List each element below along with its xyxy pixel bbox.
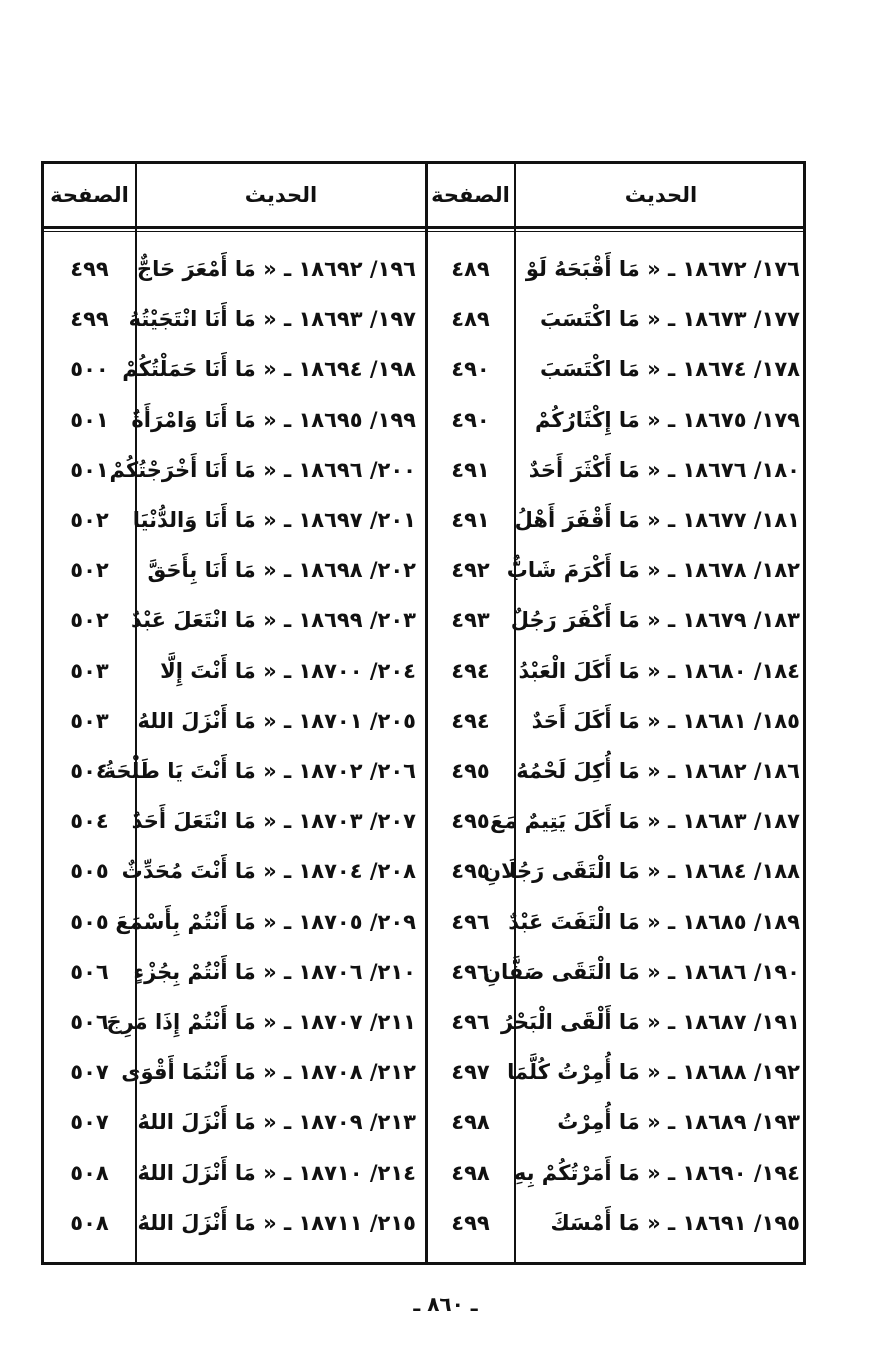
page-ref-right: ٤٨٩: [451, 307, 490, 332]
hadith-entry-left: ٢٠٥/ ١٨٧٠١ ـ « مَا أَنْزَلَ اللهُ: [137, 708, 416, 733]
hadith-entry-right: ١٨٧/ ١٨٦٨٣ ـ « مَا أَكَلَ يَتِيمٌ مَعَ: [489, 809, 800, 834]
page-ref-left: ٤٩٩: [70, 257, 109, 281]
header-divider: [44, 226, 803, 229]
page-ref-left: ٥٠٠: [70, 357, 109, 382]
table-row: [44, 696, 803, 746]
page-ref-left: ٥٠٣: [70, 658, 109, 683]
table-row: [44, 395, 803, 445]
page-ref-right: ٤٩٦: [451, 1010, 490, 1034]
page-ref-left: ٤٩٩: [70, 307, 109, 332]
hadith-entry-right: ١٩٤/ ١٨٦٩٠ ـ « مَا أَمَرْتُكُمْ بِهِ: [513, 1160, 800, 1185]
hadith-entry-right: ١٨٨/ ١٨٦٨٤ ـ « مَا الْتَقَى رَجُلَانِ: [483, 859, 800, 884]
table-row: [44, 897, 803, 947]
page-ref-left: ٥٠٥: [70, 859, 109, 884]
page-ref-right: ٤٩٤: [451, 658, 490, 683]
page-ref-right: ٤٩٣: [451, 608, 490, 633]
hadith-entry-left: ٢١٥/ ١٨٧١١ ـ « مَا أَنْزَلَ اللهُ: [137, 1210, 416, 1235]
page-ref-left: ٥٠٦: [70, 1010, 109, 1034]
page-ref-right: ٤٩٦: [451, 909, 490, 934]
page-ref-right: ٤٨٩: [451, 257, 490, 281]
page-ref-right: ٤٩٤: [451, 708, 490, 733]
hadith-entry-right: ١٨٢/ ١٨٦٧٨ ـ « مَا أَكْرَمَ شَابٌّ: [506, 558, 800, 583]
hadith-entry-right: ١٧٦/ ١٨٦٧٢ ـ « مَا أَقْبَحَهُ لَوْ: [525, 257, 800, 281]
page-ref-left: ٥٠٨: [70, 1210, 109, 1235]
page-ref-right: ٤٩٥: [451, 759, 490, 783]
hadith-entry-left: ٢٠٠/ ١٨٦٩٦ ـ « مَا أَنَا أَخْرَجْتُكُمْ: [109, 457, 416, 482]
header-page-left: الصفحة: [50, 183, 129, 207]
page-ref-left: ٥٠٢: [70, 608, 109, 633]
hadith-entry-right: ١٨٥/ ١٨٦٨١ ـ « مَا أَكَلَ أَحَدٌ: [531, 708, 800, 733]
hadith-entry-right: ١٨١/ ١٨٦٧٧ ـ « مَا أَقْفَرَ أَهْلُ: [514, 508, 800, 532]
page-ref-left: ٥٠١: [70, 457, 109, 482]
hadith-entry-right: ١٩٣/ ١٨٦٨٩ ـ « مَا أُمِرْتُ: [557, 1110, 800, 1135]
page-ref-left: ٥٠٢: [70, 508, 109, 532]
table-row: [44, 1097, 803, 1147]
table-row: [44, 1047, 803, 1097]
header-divider-thin: [44, 231, 803, 232]
page-ref-right: ٤٩١: [451, 457, 490, 482]
page-ref-right: ٤٩١: [451, 508, 490, 532]
table-row: [44, 746, 803, 796]
hadith-entry-left: ٢١٠/ ١٨٧٠٦ ـ « مَا أَنْتُمْ بِجُزْءٍ: [133, 959, 416, 984]
page-ref-left: ٥٠١: [70, 407, 109, 432]
table-row: [44, 595, 803, 645]
table-row: [44, 545, 803, 595]
hadith-entry-right: ١٩١/ ١٨٦٨٧ ـ « مَا أَلْقَى الْبَحْرُ: [500, 1010, 800, 1034]
hadith-entry-left: ٢٠٨/ ١٨٧٠٤ ـ « مَا أَنْتَ مُحَدِّثٌ: [121, 859, 416, 884]
page-ref-right: ٤٩٥: [451, 859, 490, 884]
hadith-entry-right: ١٩٢/ ١٨٦٨٨ ـ « مَا أُمِرْتُ كُلَّمَا: [507, 1060, 800, 1085]
hadith-entry-left: ٢١٢/ ١٨٧٠٨ ـ « مَا أَنْتُمَا أَقْوَى: [121, 1060, 416, 1085]
hadith-entry-left: ٢٠٩/ ١٨٧٠٥ ـ « مَا أَنْتُمْ بِأَسْمَعَ: [115, 909, 416, 934]
hadith-entry-left: ٢١١/ ١٨٧٠٧ ـ « مَا أَنْتُمْ إِذَا مَرِجَ: [106, 1010, 416, 1034]
hadith-entry-left: ٢٠٧/ ١٨٧٠٣ ـ « مَا انْتَعَلَ أَحَدٌ: [131, 809, 416, 834]
table-row: [44, 646, 803, 696]
hadith-entry-right: ١٩٥/ ١٨٦٩١ ـ « مَا أَمْسَكَ: [550, 1210, 800, 1235]
hadith-entry-right: ١٨٩/ ١٨٦٨٥ ـ « مَا الْتَفَتَ عَبْدٌ: [508, 909, 800, 934]
page-ref-left: ٥٠٢: [70, 558, 109, 583]
hadith-entry-right: ١٩٠/ ١٨٦٨٦ ـ « مَا الْتَقَى صَفَّانِ: [483, 959, 800, 984]
page-ref-right: ٤٩٧: [451, 1060, 490, 1085]
page-ref-left: ٥٠٤: [70, 759, 109, 783]
page-ref-right: ٤٩٩: [451, 1210, 490, 1235]
hadith-entry-right: ١٧٩/ ١٨٦٧٥ ـ « مَا إِكْثَارُكُمْ: [534, 407, 800, 432]
hadith-entry-left: ١٩٨/ ١٨٦٩٤ ـ « مَا أَنَا حَمَلْتُكُمْ: [122, 357, 416, 382]
table-row: [44, 1148, 803, 1198]
page-ref-left: ٥٠٤: [70, 809, 109, 834]
page-ref-left: ٥٠٨: [70, 1160, 109, 1185]
hadith-entry-left: ٢٠٦/ ١٨٧٠٢ ـ « مَا أَنْتَ يَا طَلْحَةُ: [103, 759, 416, 783]
table-row: [44, 495, 803, 545]
hadith-entry-left: ٢٠١/ ١٨٦٩٧ ـ « مَا أَنَا وَالدُّنْيَا: [132, 508, 416, 532]
table-row: [44, 244, 803, 294]
table-row: [44, 796, 803, 846]
hadith-entry-left: ١٩٦/ ١٨٦٩٢ ـ « مَا أَمْعَرَ حَاجٌّ: [137, 257, 416, 281]
hadith-entry-right: ١٨٦/ ١٨٦٨٢ ـ « مَا أُكِلَ لَحْمُهُ: [516, 759, 800, 783]
hadith-entry-left: ١٩٩/ ١٨٦٩٥ ـ « مَا أَنَا وَامْرَأَةٌ: [131, 407, 416, 432]
table-row: [44, 947, 803, 997]
hadith-entry-right: ١٨٠/ ١٨٦٧٦ ـ « مَا أَكْثَرَ أَحَدٌ: [528, 457, 800, 482]
hadith-entry-right: ١٨٤/ ١٨٦٨٠ ـ « مَا أَكَلَ الْعَبْدُ: [518, 658, 800, 683]
page-ref-right: ٤٩٥: [451, 809, 490, 834]
page-ref-right: ٤٩٠: [451, 357, 490, 382]
page-ref-right: ٤٩٢: [451, 558, 490, 583]
header-hadith-right: الحديث: [624, 183, 698, 207]
hadith-entry-right: ١٧٨/ ١٨٦٧٤ ـ « مَا اكْتَسَبَ: [540, 357, 800, 382]
page-ref-left: ٥٠٧: [70, 1110, 109, 1135]
table-row: [44, 445, 803, 495]
hadith-entry-left: ٢٠٣/ ١٨٦٩٩ ـ « مَا انْتَعَلَ عَبْدٌ: [130, 608, 416, 633]
table-row: [44, 1198, 803, 1248]
table-row: [44, 997, 803, 1047]
hadith-entry-left: ٢١٣/ ١٨٧٠٩ ـ « مَا أَنْزَلَ اللهُ: [137, 1110, 416, 1135]
hadith-entry-left: ٢١٤/ ١٨٧١٠ ـ « مَا أَنْزَلَ اللهُ: [137, 1160, 416, 1185]
page-ref-right: ٤٩٠: [451, 407, 490, 432]
hadith-entry-right: ١٧٧/ ١٨٦٧٣ ـ « مَا اكْتَسَبَ: [540, 307, 800, 332]
hadith-entry-left: ٢٠٤/ ١٨٧٠٠ ـ « مَا أَنْتَ إِلَّا: [160, 658, 416, 683]
page-ref-left: ٥٠٥: [70, 909, 109, 934]
page-ref-right: ٤٩٨: [451, 1110, 490, 1135]
header-page-right: الصفحة: [431, 183, 510, 207]
page-ref-left: ٥٠٣: [70, 708, 109, 733]
table-row: [44, 294, 803, 344]
hadith-entry-right: ١٨٣/ ١٨٦٧٩ ـ « مَا أَكْفَرَ رَجُلٌ: [510, 608, 800, 633]
page-ref-right: ٤٩٦: [451, 959, 490, 984]
page-ref-left: ٥٠٧: [70, 1060, 109, 1085]
page-ref-right: ٤٩٨: [451, 1160, 490, 1185]
table-row: [44, 344, 803, 394]
hadith-entry-left: ١٩٧/ ١٨٦٩٣ ـ « مَا أَنَا انْتَجَيْتُهُ: [128, 307, 416, 332]
page-number: ـ ٨٦٠ ـ: [413, 1292, 478, 1316]
hadith-entry-left: ٢٠٢/ ١٨٦٩٨ ـ « مَا أَنَا بِأَحَقَّ: [147, 558, 416, 583]
table-row: [44, 846, 803, 896]
header-hadith-left: الحديث: [244, 183, 318, 207]
index-table: [41, 161, 806, 1265]
page-ref-left: ٥٠٦: [70, 959, 109, 984]
